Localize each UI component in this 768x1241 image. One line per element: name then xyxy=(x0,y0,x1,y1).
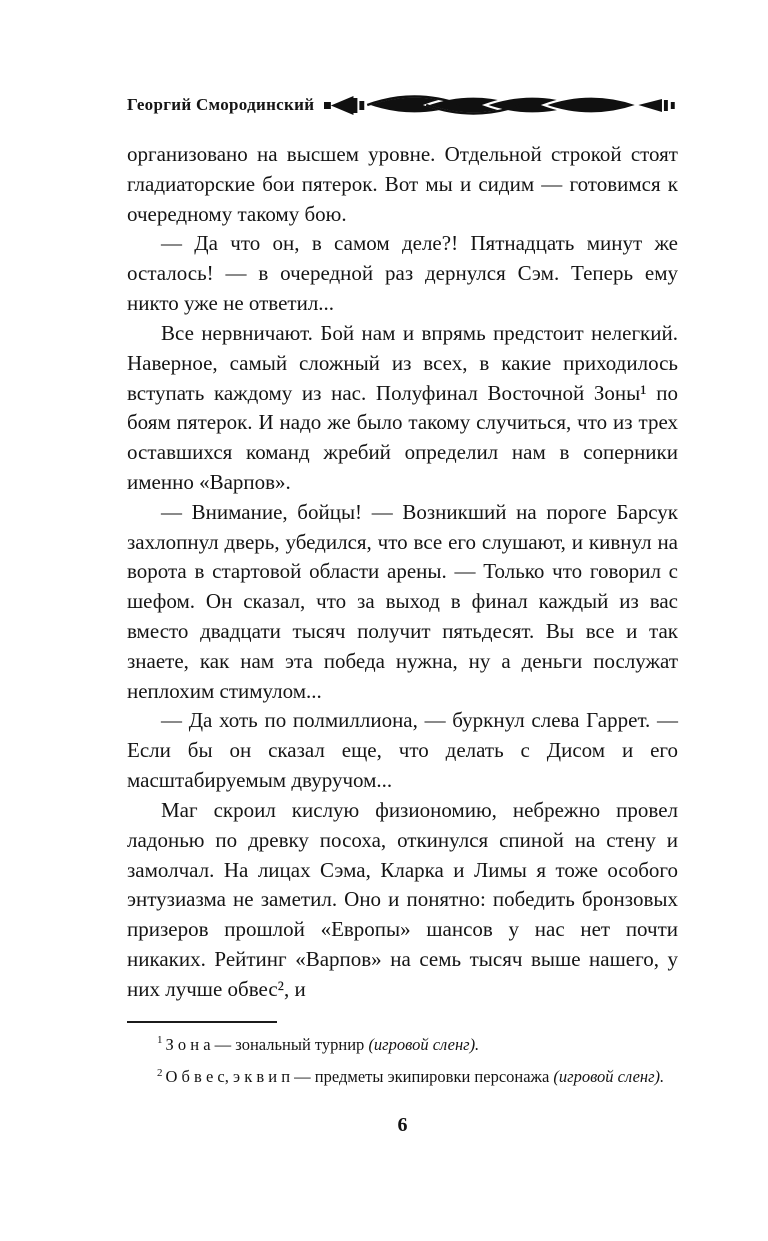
paragraph: Все нервничают. Бой нам и впрямь предстоит нелегкий. Наверное, самый сложный из всех, в какие приходилось вступать каждому из нас. Полуфинал Восточной Зоны¹ по боям пятерок. И надо же было такому случиться, что из трех оставшихся команд жребий определил нам в соперники именно «Варпов». xyxy=(127,320,678,494)
footnote-italic-text: (игровой сленг). xyxy=(368,1034,480,1054)
page-header xyxy=(127,92,678,118)
footnote-divider xyxy=(127,1021,277,1023)
paragraph: — Да что он, в самом деле?! Пятнадцать минут же осталось! — в очередной раз дернулся Сэм. Теперь ему никто уже не ответил... xyxy=(127,231,678,316)
paragraph: Маг скроил кислую физиономию, небрежно провел ладонью по древку посоха, откинулся спиной на стену и замолчал. На лицах Сэма, Кларка и Лимы я тоже особого энтузиазма не заметил. Оно и понятно: победить бронзовых призеров прошлой «Европы» шансов у нас нет почти никаких. Рейтинг «Варпов» на семь тысяч выше нашего, у них лучше обвес², и xyxy=(127,797,678,1001)
footnote-marker: 1 xyxy=(157,1034,163,1047)
footnote-italic-text: (игровой сленг). xyxy=(553,1067,665,1087)
paragraph: организовано на высшем уровне. Отдельной строкой стоят гладиаторские бои пятерок. Вот мы и сидим — готовимся к очередному такому бою. xyxy=(127,142,678,226)
page-number: 6 xyxy=(397,1114,408,1137)
footnote xyxy=(127,1065,678,1090)
footnote-text: О б в е с, э к в и п — предметы экипировки персонажа xyxy=(165,1067,554,1087)
body-text xyxy=(127,140,678,1005)
paragraph: — Внимание, бойцы! — Возникший на пороге Барсук захлопнул дверь, убедился, что все его слушают, и кивнул на ворота в стартовой области арены. — Только что говорил с шефом. Он сказал, что за выход в финал каждый из вас вместо двадцати тысяч получит пятьдесят. Вы все и так знаете, как нам эта победа нужна, ну а деньги послужат неплохим стимулом... xyxy=(127,499,678,703)
paragraph: — Да хоть по полмиллиона, — буркнул слева Гаррет. — Если бы он сказал еще, что делать с Дисом и его масштабируемым двуручом... xyxy=(127,708,678,793)
pen-ornament-icon xyxy=(324,93,678,117)
footnotes xyxy=(127,1033,678,1091)
footnote-text: З о н а — зональный турнир xyxy=(165,1034,369,1054)
author-name: Георгий Смородинский xyxy=(127,95,315,114)
footnote xyxy=(127,1033,678,1058)
footnote-marker: 2 xyxy=(157,1066,163,1079)
